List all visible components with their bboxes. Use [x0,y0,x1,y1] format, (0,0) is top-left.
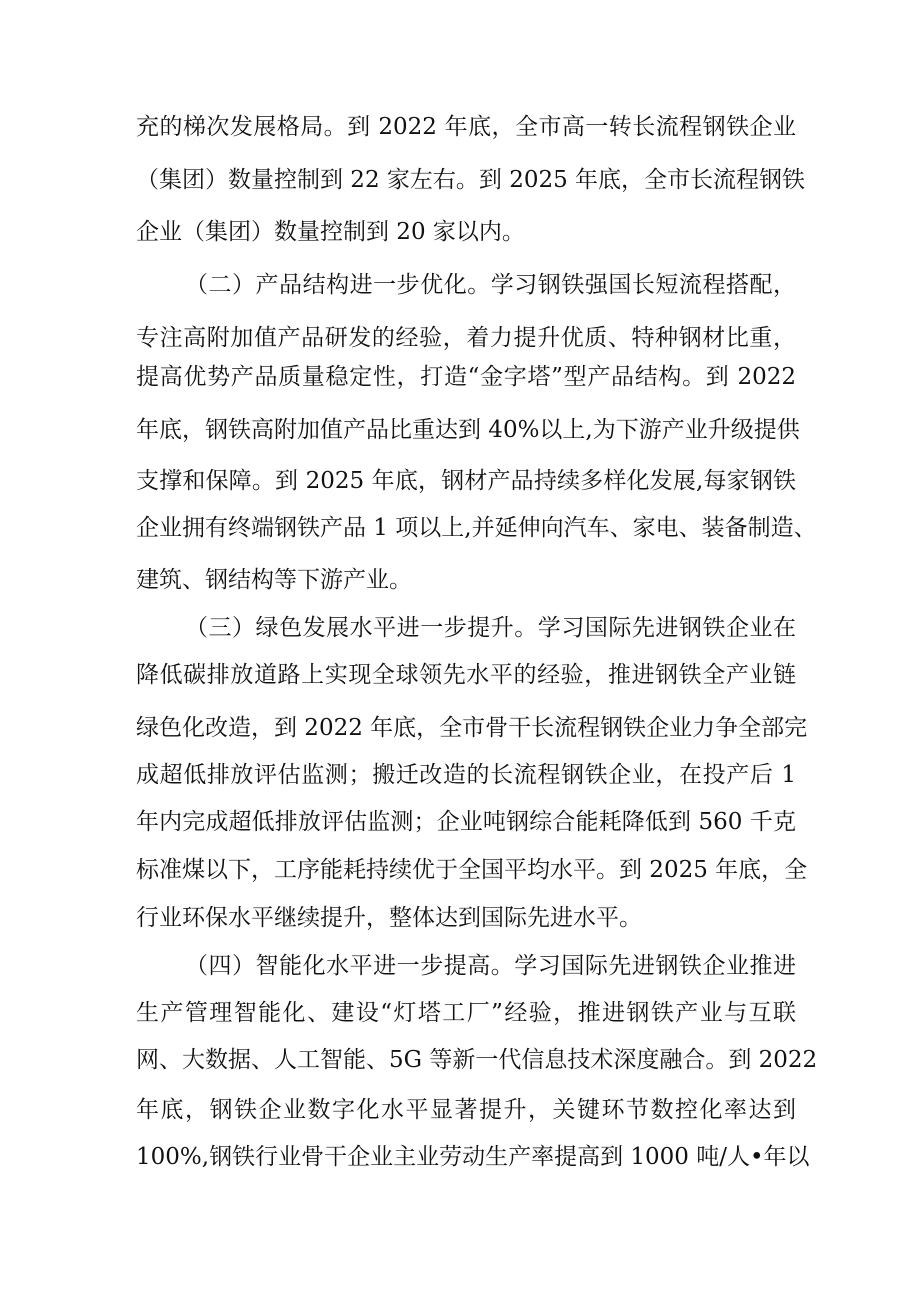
text-line: 行业环保水平继续提升，整体达到国际先进水平。 [136,905,642,931]
text-line: 年底，钢铁高附加值产品比重达到 40%以上,为下游产业升级提供 [136,417,800,443]
text-line: 建筑、钢结构等下游产业。 [136,567,412,593]
text-line: 企业（集团）数量控制到 20 家以内。 [136,219,525,245]
text-line: 生产管理智能化、建设“灯塔工厂”经验，推进钢铁产业与互联 [136,1000,796,1026]
text-line: 降低碳排放道路上实现全球领先水平的经验，推进钢铁全产业链 [136,662,796,688]
text-line: 年底，钢铁企业数字化水平显著提升，关键环节数控化率达到 [136,1097,796,1123]
text-line: 绿色化改造，到 2022 年底，全市骨干长流程钢铁企业力争全部完 [136,715,808,741]
text-line: 提高优势产品质量稳定性，打造“金字塔”型产品结构。到 2022 [136,364,796,390]
text-line: 网、大数据、人工智能、5G 等新一代信息技术深度融合。到 2022 [136,1047,818,1073]
paragraph-heading-4: （四）智能化水平进一步提高。学习国际先进钢铁企业推进 [185,953,796,979]
text-line: 标准煤以下，工序能耗持续优于全国平均水平。到 2025 年底，全 [136,857,808,883]
text-line: 专注高附加值产品研发的经验，着力提升优质、特种钢材比重， [136,325,796,351]
paragraph-heading-3: （三）绿色发展水平进一步提升。学习国际先进钢铁企业在 [185,615,796,641]
text-line: 年内完成超低排放评估监测；企业吨钢综合能耗降低到 560 千克 [136,809,796,835]
text-line: 企业拥有终端钢铁产品 1 项以上,并延伸向汽车、家电、装备制造、 [136,515,817,541]
text-line: 成超低排放评估监测；搬迁改造的长流程钢铁企业，在投产后 1 [136,762,796,788]
text-line: 支撑和保障。到 2025 年底，钢材产品持续多样化发展,每家钢铁 [136,468,796,494]
paragraph-heading-2: （二）产品结构进一步优化。学习钢铁强国长短流程搭配， [185,272,796,298]
text-line: （集团）数量控制到 22 家左右。到 2025 年底，全市长流程钢铁 [136,167,806,193]
text-line: 充的梯次发展格局。到 2022 年底，全市高一转长流程钢铁企业 [136,114,796,140]
text-line: 100%,钢铁行业骨干企业主业劳动生产率提高到 1000 吨/人•年以 [136,1144,810,1170]
